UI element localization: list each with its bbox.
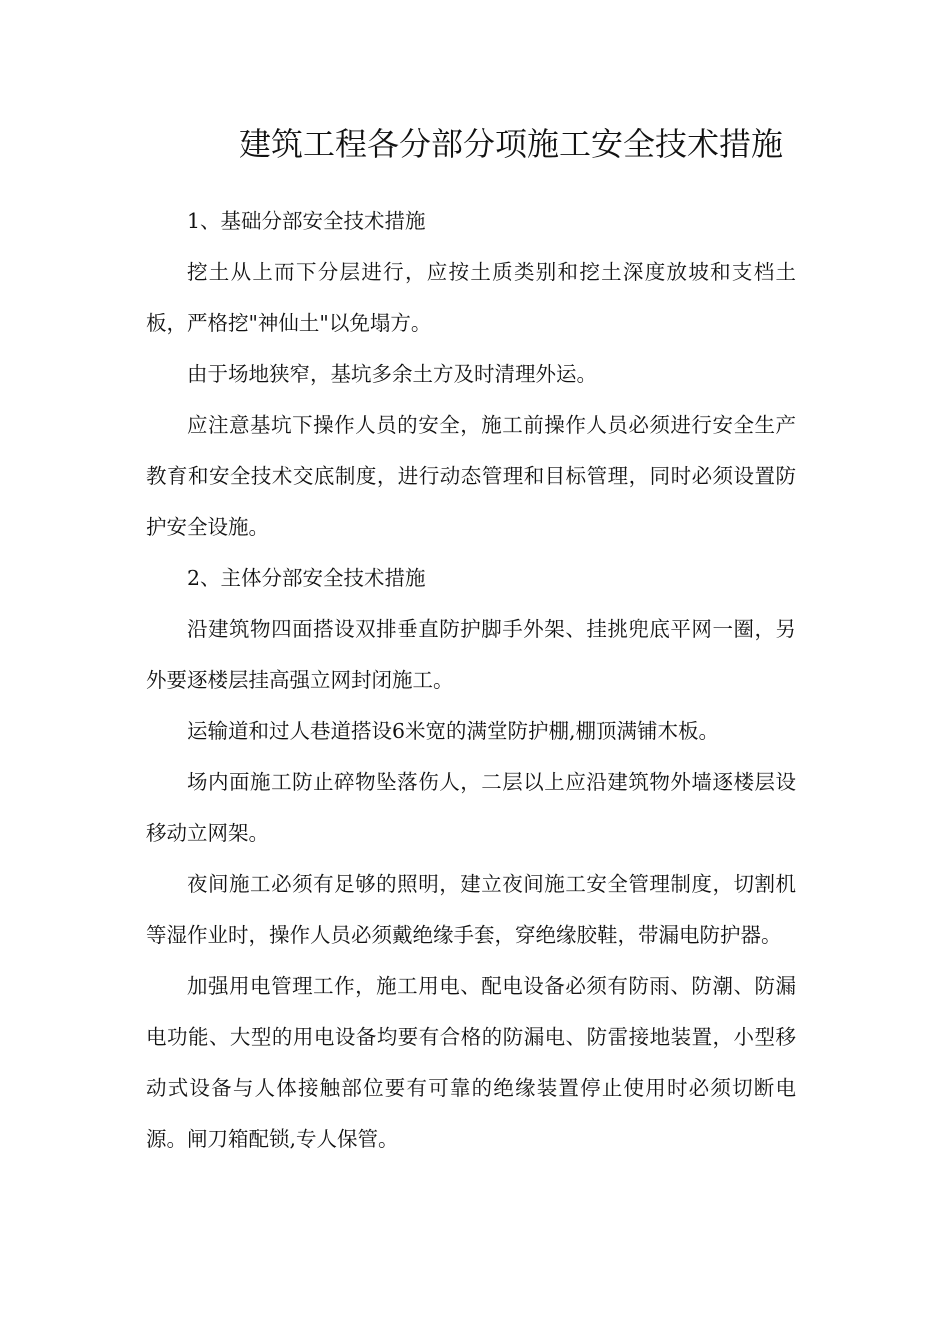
paragraph-protective-shed: 运输道和过人巷道搭设6米宽的满堂防护棚,棚顶满铺木板。 <box>187 719 720 743</box>
section-heading-foundation: 1、基础分部安全技术措施 <box>187 209 426 233</box>
paragraph-night-work: 夜间施工必须有足够的照明，建立夜间施工安全管理制度，切割机等湿作业时，操作人员必须戴绝缘手套，穿绝缘胶鞋，带漏电防护器。 <box>146 872 796 947</box>
section-heading-main-structure: 2、主体分部安全技术措施 <box>187 566 426 590</box>
paragraph-site-cleanup: 由于场地狭窄，基坑多余土方及时清理外运。 <box>187 362 597 386</box>
paragraph-excavation: 挖土从上而下分层进行，应按土质类别和挖土深度放坡和支档土板，严格挖"神仙土"以免塌方。 <box>146 260 796 335</box>
paragraph-pit-safety: 应注意基坑下操作人员的安全，施工前操作人员必须进行安全生产教育和安全技术交底制度，进行动态管理和目标管理，同时必须设置防护安全设施。 <box>146 413 796 539</box>
paragraph-electricity: 加强用电管理工作，施工用电、配电设备必须有防雨、防潮、防漏电功能、大型的用电设备均要有合格的防漏电、防雷接地装置，小型移动式设备与人体接触部位要有可靠的绝缘装置停止使用时必须切断电源。闸刀箱配锁,专人保管。 <box>146 974 796 1151</box>
paragraph-scaffolding: 沿建筑物四面搭设双排垂直防护脚手外架、挂挑兜底平网一圈，另外要逐楼层挂高强立网封闭施工。 <box>146 617 796 692</box>
paragraph-falling-debris: 场内面施工防止碎物坠落伤人，二层以上应沿建筑物外墙逐楼层设移动立网架。 <box>146 770 796 845</box>
document-body <box>146 196 796 1165</box>
document-title: 建筑工程各分部分项施工安全技术措施 <box>238 125 783 163</box>
